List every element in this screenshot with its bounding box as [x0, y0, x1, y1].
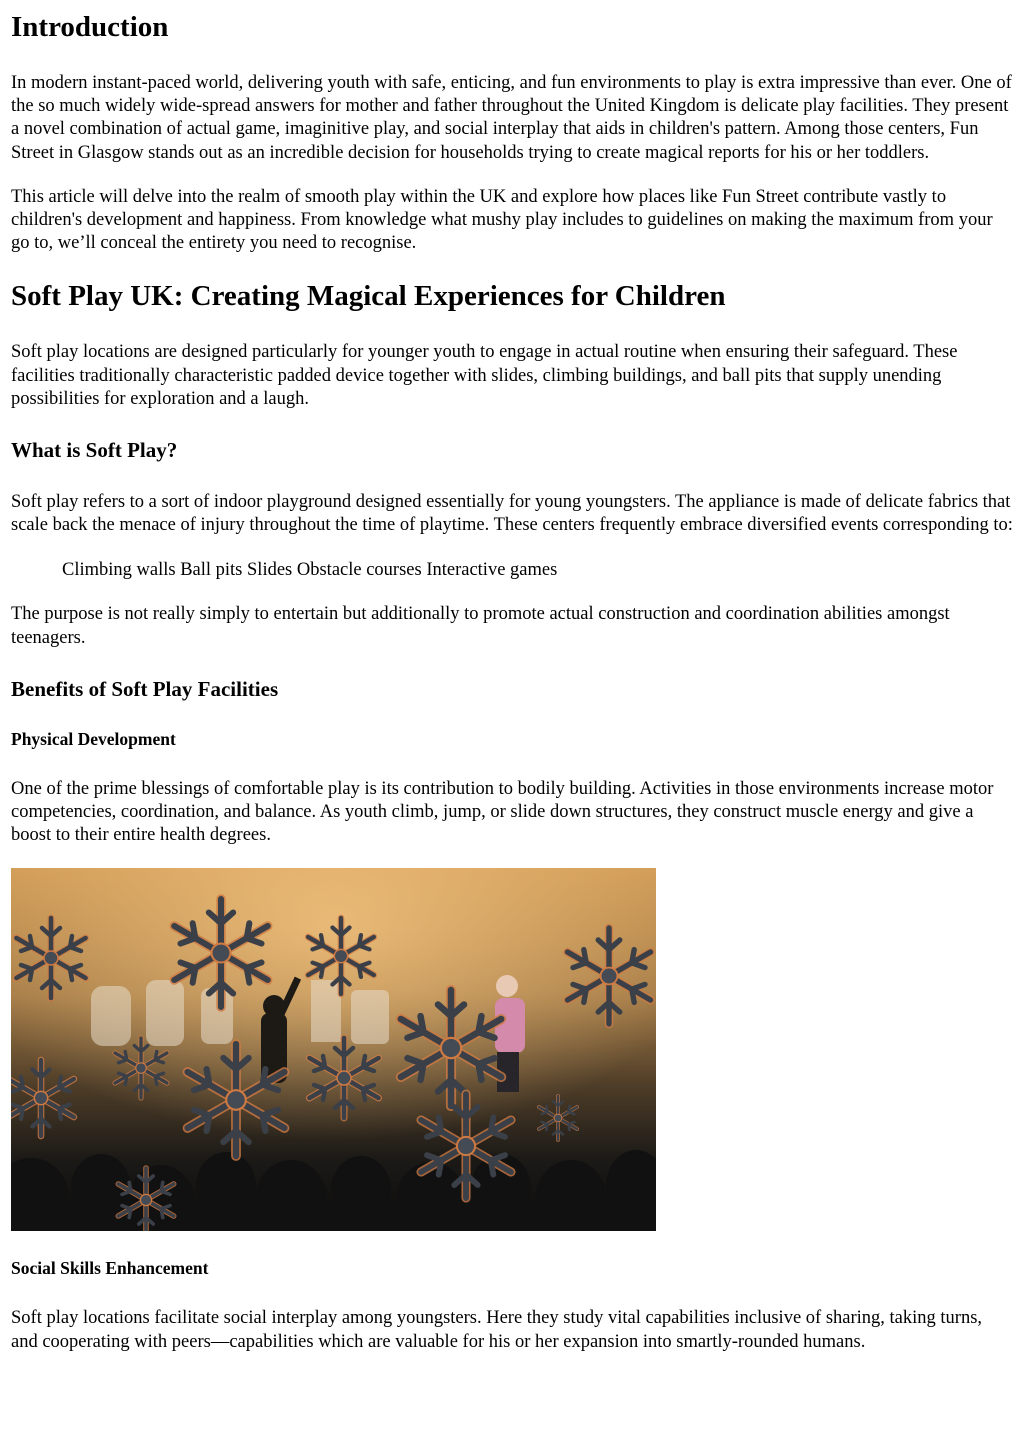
- heading-introduction: Introduction: [11, 11, 169, 43]
- what-is-paragraph-1: Soft play refers to a sort of indoor playground designed essentially for young youngsters. The appliance is made of delicate fabrics that scale back the menace of injury throughout the time of playtime. These centers frequently embrace diversified events corresponding to:: [11, 492, 1013, 536]
- social-skills-paragraph: Soft play locations facilitate social interplay among youngsters. Here they study vital capabilities inclusive of sharing, taking turns, and cooperating with peers—capabilities which are valuable for his or her expansion into smartly-rounded humans.: [11, 1308, 983, 1352]
- intro-paragraph-1: In modern instant-paced world, delivering youth with safe, enticing, and fun environments to play is extra impressive than ever. One of the so much widely wide-spread answers for mother and father throughout the United Kingdom is delicate play facilities. They present a novel combination of actual game, imaginitive play, and social interplay that aids in children's pattern. Among those centers, Fun Street in Glasgow stands out as an incredible decision for households trying to create magical reports for his or her toddlers.: [11, 73, 1012, 163]
- heading-soft-play-uk: Soft Play UK: Creating Magical Experiences for Children: [11, 280, 726, 313]
- heading-benefits: Benefits of Soft Play Facilities: [11, 676, 279, 701]
- article: [0, 10, 1024, 1354]
- activities-list: Climbing walls Ball pits Slides Obstacle courses Interactive games: [62, 560, 558, 581]
- intro-paragraph-2: This article will delve into the realm of smooth play within the UK and explore how places like Fun Street contribute vastly to children's development and happiness. From knowledge what mushy play includes to guidelines on making the maximum from your go to, we’ll conceal the entirety you need to recognise.: [11, 186, 993, 254]
- what-is-paragraph-2: The purpose is not really simply to entertain but additionally to promote actual construction and coordination abilities amongst teenagers.: [11, 604, 950, 648]
- heading-social-skills: Social Skills Enhancement: [11, 1258, 209, 1279]
- heading-what-is-soft-play: What is Soft Play?: [11, 438, 178, 463]
- concert-snowflake-image: [11, 868, 656, 1231]
- soft-play-uk-paragraph: Soft play locations are designed particularly for younger youth to engage in actual routine when ensuring their safeguard. These facilities traditionally characteristic padded device together with slides, climbing buildings, and ball pits that supply unending possibilities for exploration and a laugh.: [11, 342, 958, 409]
- physical-development-paragraph: One of the prime blessings of comfortable play is its contribution to bodily building. Activities in those environments increase motor competencies, coordination, and balance. As youth climb, jump, or slide down structures, they construct muscle energy and give a boost to their entire health degrees.: [11, 778, 994, 846]
- heading-physical-development: Physical Development: [11, 728, 176, 749]
